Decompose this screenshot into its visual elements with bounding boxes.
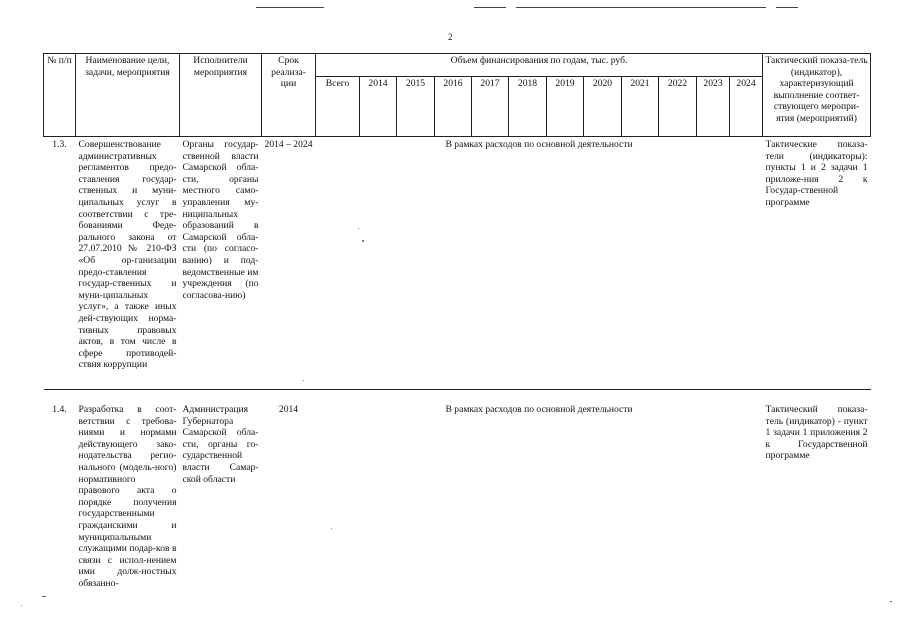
header-total: Всего <box>316 77 360 137</box>
scan-artifact-line <box>474 7 506 8</box>
scan-speck <box>331 528 332 529</box>
row-term: 2014 – 2024 <box>262 137 316 390</box>
header-row <box>44 54 871 77</box>
header-executors: Исполнители мероприятия <box>180 54 262 137</box>
scan-speck <box>890 601 892 602</box>
row-term: 2014 <box>278 404 299 415</box>
header-year: 2016 <box>435 77 472 137</box>
scan-artifact-line <box>256 7 324 8</box>
header-indicator: Тактический показа-тель (индикатор), характеризующий выполнение соответ-ствующего меропри-ятия (мероприятий) <box>763 54 871 137</box>
page-number: 2 <box>448 32 453 42</box>
row-executors: Администрация Губернатора Самарской обла-сти, органы го-сударственной власти Самар-ской области <box>182 404 259 485</box>
row-financing: В рамках расходов по основной деятельности <box>316 137 763 390</box>
row-num: 1.4. <box>52 404 67 415</box>
row-name: Совершенствование административных регламентов предо-ставления государ-ственных и муни-ципальных услуг в соответствии с тре-бованиями Феде-рального закона от 27.07.2010 № 210-ФЗ «Об ор-ганизации предо-ставления государ-ственных и муни-ципальных услуг», а также иных дей-ствующих норма-тивных правовых актов, в том числе в сфере противодей-ствия коррупции <box>76 137 180 390</box>
scan-artifact-line <box>516 7 766 8</box>
row-indicator: Тактические показа-тели (индикаторы): пункты 1 и 2 задачи 1 приложе-ния 2 к Государ-ственной программе <box>763 137 871 390</box>
header-year: 2024 <box>730 77 763 137</box>
header-year: 2014 <box>360 77 397 137</box>
header-year: 2015 <box>397 77 435 137</box>
scan-speck <box>21 605 22 606</box>
table-row <box>44 402 871 594</box>
scan-speck <box>358 228 359 229</box>
header-term: Срок реализа-ции <box>262 54 316 137</box>
row-spacer <box>44 390 871 403</box>
header-year: 2018 <box>509 77 547 137</box>
header-name: Наименование цели, задачи, мероприятия <box>76 54 180 137</box>
header-year: 2023 <box>697 77 730 137</box>
header-year: 2021 <box>622 77 659 137</box>
row-financing: В рамках расходов по основной деятельности <box>445 404 633 415</box>
scan-artifact-line <box>776 7 798 8</box>
row-num: 1.3. <box>44 137 76 390</box>
header-financing: Объем финансирования по годам, тыс. руб. <box>316 54 763 77</box>
row-executors: Органы государ-ственной власти Самарской обла-сти, органы местного само-управления му-ниципальных образований в Самарской обла-сти (по согласо-ванию) и под-ведомственные им учреждения (по согласова-нию) <box>180 137 262 390</box>
header-year: 2017 <box>472 77 509 137</box>
scan-speck <box>362 240 364 242</box>
row-indicator: Тактический показа-тель (индикатор) - пункт 1 задачи 1 приложения 2 к Государственной программе <box>765 404 868 462</box>
scan-speck <box>303 380 304 381</box>
program-activities-table <box>43 53 871 594</box>
header-num: № п/п <box>44 54 76 137</box>
header-year: 2022 <box>659 77 697 137</box>
header-year: 2019 <box>547 77 584 137</box>
table-row <box>44 137 871 390</box>
scan-speck <box>42 596 46 597</box>
row-name: Разработка в соот-ветствии с требова-ниями и нормами действующего зако-нодательства регио-нального (модель-ного) нормативного правового акта о порядке получения государственными гражданскими и муниципальными служащими подар-ков в связи с испол-нением ими долж-ностных обязанно- <box>78 404 177 589</box>
header-year: 2020 <box>584 77 622 137</box>
